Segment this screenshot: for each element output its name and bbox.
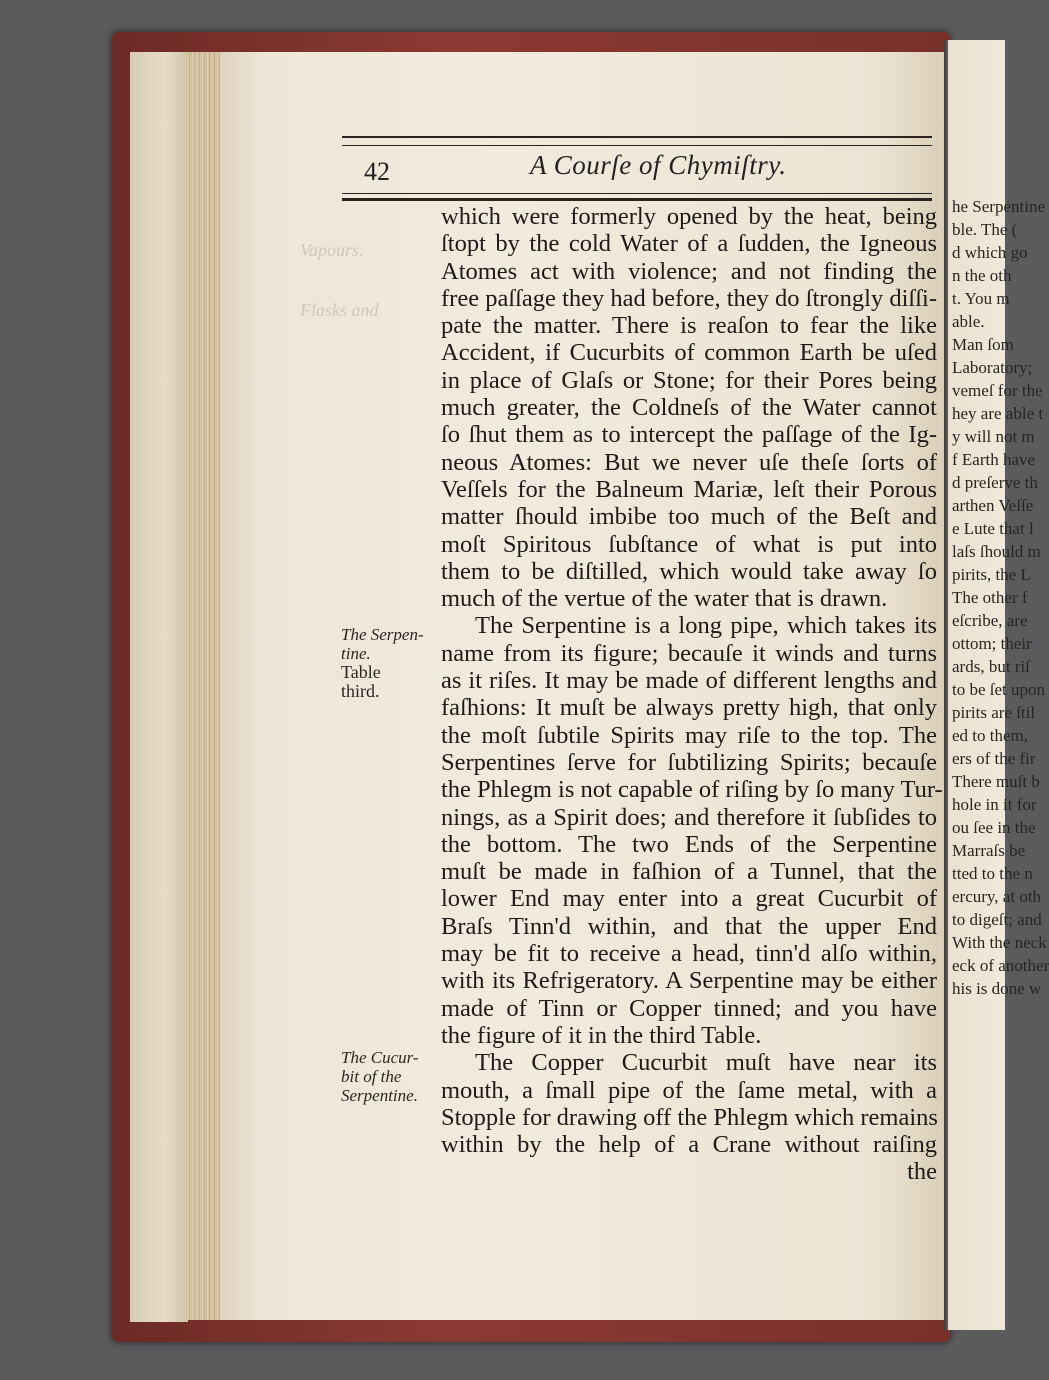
margin-note-serpentine: The Serpen- tine. Table third. [341, 625, 424, 701]
text-line: the moſt ſubtile Spirits may riſe to the top. The [441, 721, 937, 749]
text-line: The Copper Cucurbit muſt have near its [475, 1049, 937, 1077]
text-line: much greater, the Coldneſs of the Water cannot [441, 394, 937, 422]
facing-line: hey are able t [952, 404, 1044, 423]
facing-line: n the oth [952, 266, 1012, 285]
facing-line: ed to them, [952, 726, 1029, 745]
text-line: the Phlegm is not capable of riſing by ſo many Tur- [441, 776, 943, 804]
facing-line: d preſerve th [952, 473, 1038, 492]
facing-line: e Lute that l [952, 519, 1034, 538]
text-line: the figure of it in the third Table. [441, 1021, 762, 1049]
text-line: mouth, a ſmall pipe of the ſame metal, with a [441, 1076, 937, 1104]
text-line: free paſſage they had before, they do ſtrongly diſſi- [441, 284, 937, 312]
header-rule-bottom-thin [342, 193, 932, 194]
facing-line: Marraſs be [952, 841, 1026, 860]
text-line: the bottom. The two Ends of the Serpentine [441, 830, 937, 858]
catchword: the [907, 1158, 937, 1186]
facing-line: ercury, at oth [952, 887, 1042, 906]
text-line: The Serpentine is a long pipe, which takes its [475, 612, 937, 640]
facing-line: hole in it for [952, 795, 1037, 814]
facing-line: his is done w [952, 979, 1042, 998]
body-text [441, 203, 943, 1186]
text-line: Atomes act with violence; and not finding the [441, 257, 937, 285]
facing-line: With the neck [952, 933, 1047, 952]
facing-line: eſcribe, are [952, 611, 1028, 630]
text-line: as it riſes. It may be made of different lengths and [441, 667, 937, 695]
facing-page-fragment [948, 40, 1049, 1330]
facing-line: The other f [952, 588, 1028, 607]
facing-line: to digeſt; and [952, 910, 1042, 929]
facing-line: There muſt b [952, 772, 1040, 791]
show-through-text: Vapours. [300, 240, 364, 260]
header-rule-top [342, 136, 932, 138]
text-line: in place of Glaſs or Stone; for their Pores being [441, 366, 937, 394]
facing-line: ards, but riſ [952, 657, 1030, 676]
facing-line: t. You m [952, 289, 1010, 308]
facing-line: tted to the n [952, 864, 1033, 883]
margin-note-cucurbit: The Cucur- bit of the Serpentine. [341, 1048, 419, 1105]
text-line: within by the help of a Crane without raiſing [441, 1131, 937, 1159]
facing-line: vemeſ for the [952, 381, 1043, 400]
text-line: muſt be made in faſhion of a Tunnel, that the [441, 858, 937, 886]
running-title: A Courſe of Chymiſtry. [530, 150, 787, 180]
text-line: moſt Spiritous ſubſtance of what is put into [441, 530, 937, 558]
page-number: 42 [364, 157, 390, 186]
facing-line: d which go [952, 243, 1028, 262]
facing-line: f Earth have [952, 450, 1036, 469]
text-line: may be fit to receive a head, tinn'd alſo within, [441, 940, 937, 968]
text-line: which were formerly opened by the heat, being [441, 203, 937, 230]
facing-line: pirits are ſtil [952, 703, 1036, 722]
facing-line: y will not m [952, 427, 1035, 446]
facing-line: ble. The ( [952, 220, 1018, 239]
text-line: ſtopt by the cold Water of a ſudden, the Igneous [441, 230, 937, 258]
text-line: with its Refrigeratory. A Serpentine may be either [441, 967, 937, 995]
header-rule-bottom [342, 198, 932, 201]
front-pastedown [130, 52, 188, 1322]
text-line: name from its figure; becauſe it winds and turns [441, 639, 937, 667]
show-through-text: Flasks and [300, 300, 379, 320]
text-line: nings, as a Spirit does; and therefore it ſubſides to [441, 803, 937, 831]
facing-line: ou ſee in the [952, 818, 1036, 837]
text-line: made of Tinn or Copper tinned; and you have [441, 994, 937, 1022]
facing-line: pirits, the L [952, 565, 1031, 584]
text-line: Stopple for drawing off the Phlegm which remains [441, 1103, 938, 1131]
facing-line: ers of the fir [952, 749, 1036, 768]
header-rule-top-thin [342, 145, 932, 146]
text-line: Serpentines ſerve for ſubtilizing Spirits; becauſe [441, 748, 937, 776]
facing-line: laſs ſhould m [952, 542, 1041, 561]
facing-line: arthen Veſſe [952, 496, 1034, 515]
facing-line: able. [952, 312, 985, 331]
page-edges [186, 52, 223, 1320]
facing-line: he Serpentine [952, 197, 1045, 216]
text-line: neous Atomes: But we never uſe theſe ſorts of [441, 448, 937, 476]
facing-line: ottom; their [952, 634, 1032, 653]
text-line: lower End may enter into a great Cucurbit of [441, 885, 937, 913]
text-line: them to be diſtilled, which would take away ſo [441, 557, 937, 585]
text-line: Braſs Tinn'd within, and that the upper End [441, 912, 937, 940]
text-line: Veſſels for the Balneum Mariæ, leſt their Porous [441, 475, 937, 503]
text-line: matter ſhould imbibe too much of the Beſt and [441, 503, 937, 531]
facing-line: Laboratory; [952, 358, 1033, 377]
text-line: faſhions: It muſt be always pretty high, that only [441, 694, 937, 722]
text-line: much of the vertue of the water that is drawn. [441, 585, 888, 613]
text-line: ſo ſhut them as to intercept the paſſage of the Ig- [441, 421, 937, 449]
facing-line: Man ſom [952, 335, 1014, 354]
text-line: pate the matter. There is reaſon to fear the like [441, 312, 937, 340]
facing-line: to be ſet upon [952, 680, 1046, 699]
text-line: Accident, if Cucurbits of common Earth be uſed [441, 339, 937, 367]
facing-line: eck of another [952, 956, 1049, 975]
